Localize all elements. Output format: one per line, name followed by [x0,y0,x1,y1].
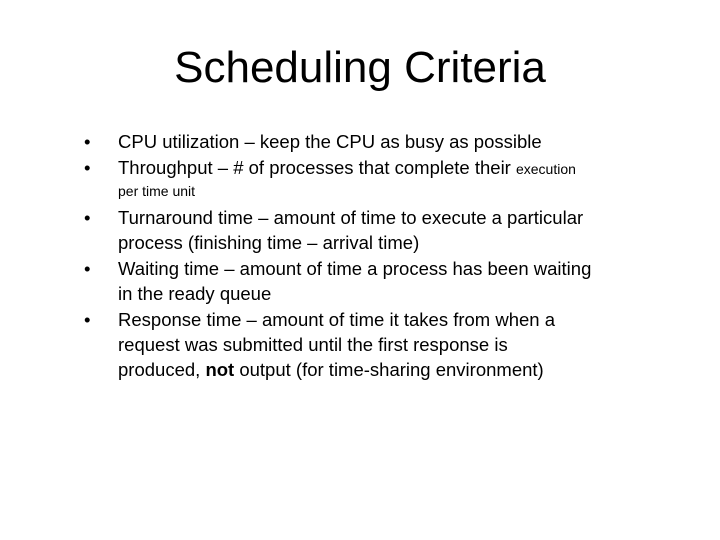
bullet-glyph: • [84,258,91,279]
bullet-line-1: Waiting time – amount of time a process has been waiting [118,258,592,279]
bullet-line-2: in the ready queue [118,283,272,304]
bullet-glyph: • [84,157,91,178]
bullet-list [84,129,674,383]
slide-title: Scheduling Criteria [174,43,546,92]
bullet-line-3-bold: not [205,359,235,380]
bullet-line-1: Turnaround time – amount of time to execute a particular [118,207,584,228]
bullet-response-time [84,307,674,382]
bullet-text-small: execution [515,161,576,177]
bullet-subline: per time unit [118,183,196,199]
bullet-throughput [84,155,674,200]
bullet-line-2: process (finishing time – arrival time) [118,232,420,253]
bullet-glyph: • [84,309,91,330]
bullet-glyph: • [84,131,91,152]
bullet-line-3-start: produced, [118,359,206,380]
bullet-turnaround-time [84,205,674,255]
bullet-line-1: Response time – amount of time it takes from when a [118,309,556,330]
bullet-line-2: request was submitted until the first response is [118,334,508,355]
bullet-text: Throughput – # of processes that complete their [118,157,516,178]
bullet-cpu-utilization [84,129,674,154]
bullet-waiting-time [84,256,674,306]
bullet-text: CPU utilization – keep the CPU as busy as possible [118,131,542,152]
bullet-glyph: • [84,207,91,228]
bullet-line-3-end: output (for time-sharing environment) [234,359,544,380]
